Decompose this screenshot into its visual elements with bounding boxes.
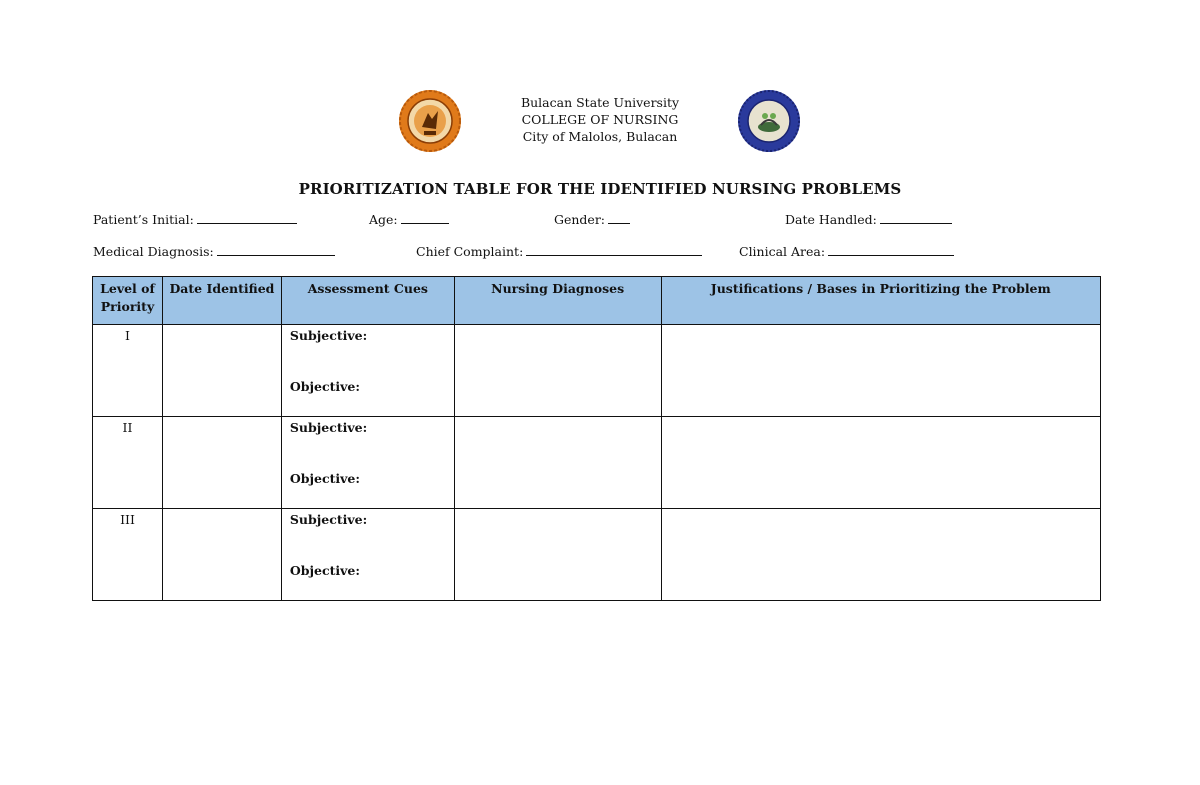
document-header xyxy=(0,86,1200,156)
gender-field[interactable] xyxy=(554,212,630,227)
nursing-diagnoses-cell[interactable] xyxy=(454,509,661,601)
header-justifications: Justifications / Bases in Prioritizing the Problem xyxy=(661,277,1100,325)
table-row xyxy=(93,325,1101,417)
subjective-label: Subjective: xyxy=(289,512,368,527)
patient-initial-label: Patient’s Initial: xyxy=(93,212,194,227)
chief-complaint-label: Chief Complaint: xyxy=(416,244,524,259)
clinical-area-blank[interactable] xyxy=(828,244,954,256)
age-field[interactable] xyxy=(369,212,449,227)
college-of-nursing-seal-logo xyxy=(737,89,801,153)
patient-info-row-2 xyxy=(0,244,1200,262)
priority-level-cell: I xyxy=(93,325,163,417)
prioritization-table xyxy=(92,276,1101,601)
subjective-label: Subjective: xyxy=(289,420,368,435)
justifications-cell[interactable] xyxy=(661,509,1100,601)
nursing-diagnoses-cell[interactable] xyxy=(454,417,661,509)
assessment-cues-cell[interactable] xyxy=(281,417,454,509)
objective-label: Objective: xyxy=(289,471,360,486)
header-date-identified: Date Identified xyxy=(162,277,281,325)
clinical-area-label: Clinical Area: xyxy=(739,244,826,259)
date-identified-cell[interactable] xyxy=(162,325,281,417)
objective-label: Objective: xyxy=(289,563,360,578)
subjective-label: Subjective: xyxy=(289,328,368,343)
date-handled-label: Date Handled: xyxy=(785,212,877,227)
chief-complaint-blank[interactable] xyxy=(526,244,702,256)
priority-level-cell: III xyxy=(93,509,163,601)
header-level-of-priority: Level of Priority xyxy=(93,277,163,325)
university-name: Bulacan State University xyxy=(520,95,680,110)
patient-info-row-1 xyxy=(0,212,1200,230)
date-identified-cell[interactable] xyxy=(162,417,281,509)
header-assessment-cues: Assessment Cues xyxy=(281,277,454,325)
age-label: Age: xyxy=(369,212,398,227)
header-nursing-diagnoses: Nursing Diagnoses xyxy=(454,277,661,325)
clinical-area-field[interactable] xyxy=(739,244,954,259)
gender-blank[interactable] xyxy=(608,212,630,224)
university-location: City of Malolos, Bulacan xyxy=(522,129,678,144)
medical-diagnosis-field[interactable] xyxy=(93,244,335,259)
date-handled-blank[interactable] xyxy=(880,212,952,224)
table-row xyxy=(93,509,1101,601)
gender-label: Gender: xyxy=(554,212,606,227)
patient-initial-blank[interactable] xyxy=(197,212,297,224)
date-identified-cell[interactable] xyxy=(162,509,281,601)
assessment-cues-cell[interactable] xyxy=(281,509,454,601)
college-name: COLLEGE OF NURSING xyxy=(521,112,679,127)
justifications-cell[interactable] xyxy=(661,325,1100,417)
medical-diagnosis-label: Medical Diagnosis: xyxy=(93,244,214,259)
priority-level-cell: II xyxy=(93,417,163,509)
medical-diagnosis-blank[interactable] xyxy=(217,244,335,256)
university-block xyxy=(450,94,750,145)
table-header-row xyxy=(93,277,1101,325)
patient-initial-field[interactable] xyxy=(93,212,297,227)
age-blank[interactable] xyxy=(401,212,449,224)
assessment-cues-cell[interactable] xyxy=(281,325,454,417)
nursing-diagnoses-cell[interactable] xyxy=(454,325,661,417)
page-title: PRIORITIZATION TABLE FOR THE IDENTIFIED NURSING PROBLEMS xyxy=(298,180,902,198)
objective-label: Objective: xyxy=(289,379,360,394)
table-row xyxy=(93,417,1101,509)
justifications-cell[interactable] xyxy=(661,417,1100,509)
chief-complaint-field[interactable] xyxy=(416,244,702,259)
date-handled-field[interactable] xyxy=(785,212,952,227)
